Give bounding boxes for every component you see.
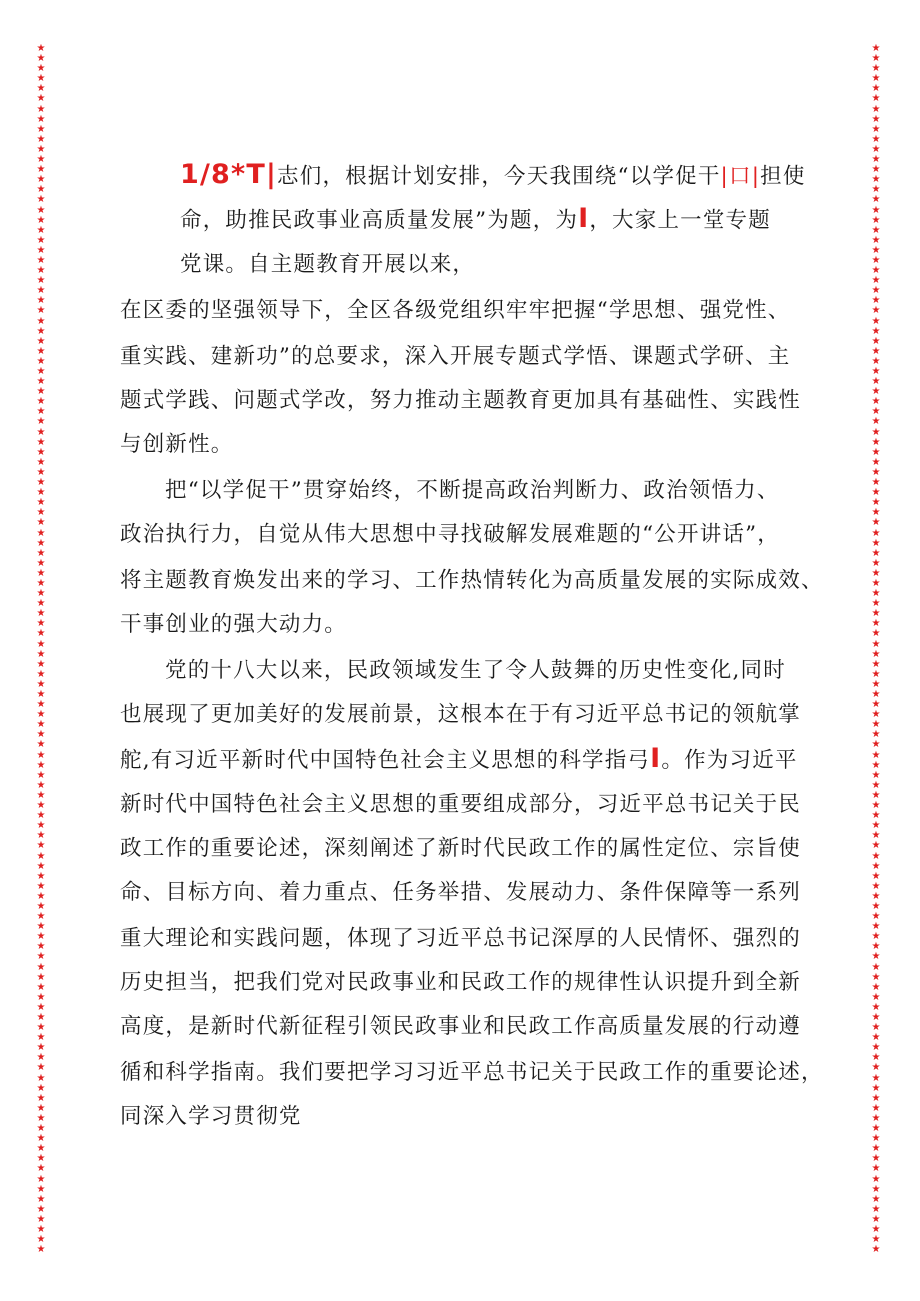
paragraph-line: 也展现了更加美好的发展前景，这根本在于有习近平总书记的领航掌 [120,702,802,727]
intro-line-2 [180,204,771,236]
paragraph-line: 同深入学习贯彻党 [120,1104,302,1129]
paragraph-line: 重大理论和实践问题，体现了习近平总书记深厚的人民情怀、强烈的 [120,926,802,951]
paragraph-line: 政工作的重要论述，深刻阐述了新时代民政工作的属性定位、宗旨使 [120,836,802,861]
intro-text: 志们，根据计划安排，今天我围绕“以学促干 [277,164,721,189]
paragraph-line: 将主题教育焕发出来的学习、工作热情转化为高质量发展的实际成效、 [120,568,824,593]
red-fragment: |口| [720,164,761,189]
star-border-right: ★ ★ ★ ★ ★ ★ ★ ★ ★ ★ ★ ★ ★ ★ ★ ★ ★ ★ ★ ★ ★ ★ ★ ★ ★ ★ ★ ★ ★ ★ ★ ★ ★ ★ ★ ★ ★ ★ ★ ★ ★ ★ ★ ★ ★ ★ ★ ★ ★ ★ ★ ★ ★ ★ ★ ★ ★ ★ ★ ★ ★ ★ ★ ★ ★ ★ ★ ★ ★ ★ ★ ★ ★ ★ ★ ★ ★ ★ ★ ★ ★ ★ ★ ★ ★ ★ ★ ★ ★ ★ ★ ★ ★ ★ ★ ★ ★ ★ ★ ★ ★ ★ ★ ★ ★ ★ ★ ★ ★ ★ ★ ★ ★ ★ ★ ★ ★ ★ ★ ★ [871,44,881,1254]
paragraph-line: 干事创业的强大动力。 [120,612,348,637]
paragraph-text: 舵,有习近平新时代中国特色社会主义思想的科学指弓 [120,748,651,773]
paragraph-line: 题式学践、问题式学改，努力推动主题教育更加具有基础性、实践性 [120,388,802,413]
paragraph-line: 命、目标方向、着力重点、任务举措、发展动力、条件保障等一系列 [120,880,802,905]
star-border-left: ★ ★ ★ ★ ★ ★ ★ ★ ★ ★ ★ ★ ★ ★ ★ ★ ★ ★ ★ ★ ★ ★ ★ ★ ★ ★ ★ ★ ★ ★ ★ ★ ★ ★ ★ ★ ★ ★ ★ ★ ★ ★ ★ ★ ★ ★ ★ ★ ★ ★ ★ ★ ★ ★ ★ ★ ★ ★ ★ ★ ★ ★ ★ ★ ★ ★ ★ ★ ★ ★ ★ ★ ★ ★ ★ ★ ★ ★ ★ ★ ★ ★ ★ ★ ★ ★ ★ ★ ★ ★ ★ ★ ★ ★ ★ ★ ★ ★ ★ ★ ★ ★ ★ ★ ★ ★ ★ ★ ★ ★ ★ ★ ★ ★ ★ ★ ★ ★ ★ ★ [36,44,46,1254]
paragraph-text: 。作为习近平 [661,748,798,773]
paragraph-line: 政治执行力，自觉从伟大思想中寻找破解发展难题的“公开讲话”， [120,522,780,547]
intro-text: ，大家上一堂专题 [589,208,771,233]
paragraph-line: 新时代中国特色社会主义思想的重要组成部分，习近平总书记关于民 [120,792,802,817]
paragraph-line: 高度，是新时代新征程引领民政事业和民政工作高质量发展的行动遵 [120,1014,802,1039]
paragraph-line: 与创新性。 [120,432,234,457]
intro-text: 担使 [760,164,806,189]
paragraph-line: 循和科学指南。我们要把学习习近平总书记关于民政工作的重要论述， [120,1060,824,1085]
intro-line-3: 党课。自主题教育开展以来， [180,252,476,277]
intro-text: 命，助推民政事业高质量发展”为题，为 [180,208,579,233]
red-fragment: I [650,743,662,774]
intro-line-1 [180,160,806,192]
red-marker: 1/8*T| [180,159,278,190]
paragraph-line: 把“以学促干”贯穿始终，不断提高政治判断力、政治领悟力、 [165,478,780,503]
paragraph-line: 历史担当，把我们党对民政事业和民政工作的规律性认识提升到全新 [120,970,802,995]
paragraph-line [120,744,798,776]
paragraph-line: 在区委的坚强领导下，全区各级党组织牢牢把握“学思想、强党性、 [120,298,791,323]
paragraph-line: 党的十八大以来，民政领域发生了令人鼓舞的历史性变化,同时 [165,658,786,683]
red-fragment: I [578,203,590,234]
paragraph-line: 重实践、建新功”的总要求，深入开展专题式学悟、课题式学研、主 [120,344,791,369]
